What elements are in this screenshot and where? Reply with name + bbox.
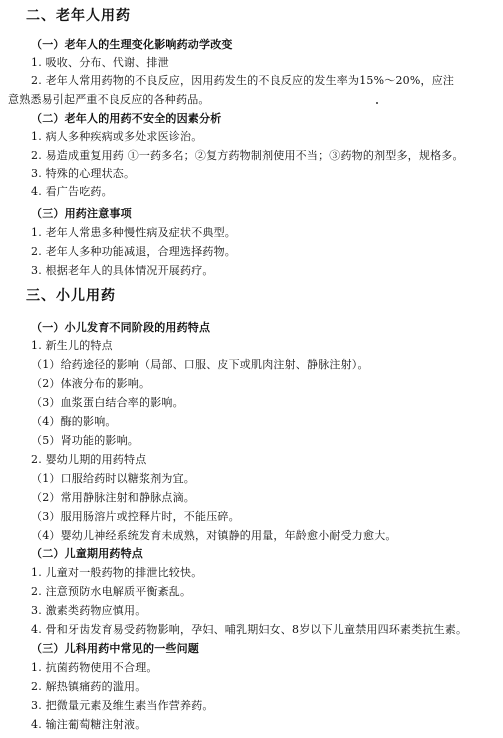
section-2-subsection-2-item-2: 2. 易造成重复用药 ①一药多名；②复方药物制剂使用不当；③药物的剂型多，规格多。 bbox=[31, 149, 464, 162]
section-3-subsection-2-heading: （二）儿童期用药特点 bbox=[31, 547, 143, 560]
section-3-subsection-1-item-4: （3）血浆蛋白结合率的影响。 bbox=[31, 396, 184, 409]
section-3-subsection-3-item-1: 1. 抗菌药物使用不合理。 bbox=[31, 661, 158, 674]
section-3-subsection-1-item-1: 1. 新生儿的特点 bbox=[31, 339, 113, 352]
section-3-subsection-3-heading: （三）儿科用药中常见的一些问题 bbox=[31, 642, 199, 655]
section-2-subsection-2-heading: （二）老年人的用药不安全的因素分析 bbox=[31, 112, 222, 125]
section-2-subsection-3-item-1: 1. 老年人常患多种慢性病及症状不典型。 bbox=[31, 226, 236, 239]
section-2-title: 二、老年人用药 bbox=[26, 8, 131, 24]
section-3-subsection-2-item-1: 1. 儿童对一般药物的排泄比较快。 bbox=[31, 566, 203, 579]
section-2-subsection-3-heading: （三）用药注意事项 bbox=[31, 207, 132, 220]
section-2-subsection-1-heading: （一）老年人的生理变化影响药动学改变 bbox=[31, 38, 233, 51]
section-3-subsection-2-item-4: 4. 骨和牙齿发育易受药物影响，孕妇、哺乳期妇女、8岁以下儿童禁用四环素类抗生素。 bbox=[31, 623, 468, 636]
section-3-subsection-1-heading: （一）小儿发育不同阶段的用药特点 bbox=[31, 321, 211, 334]
scan-speck bbox=[376, 102, 378, 104]
section-2-subsection-2-item-1: 1. 病人多种疾病或多处求医诊治。 bbox=[31, 130, 203, 143]
section-3-title: 三、小儿用药 bbox=[26, 288, 116, 304]
section-3-subsection-3-item-2: 2. 解热镇痛药的滥用。 bbox=[31, 680, 147, 693]
section-3-subsection-1-item-8: （1）口服给药时以糖浆剂为宜。 bbox=[31, 472, 195, 485]
section-3-subsection-1-item-2: （1）给药途径的影响（局部、口服、皮下或肌肉注射、静脉注射）。 bbox=[31, 358, 369, 371]
section-3-subsection-1-item-3: （2）体液分布的影响。 bbox=[31, 377, 151, 390]
section-2-subsection-1-item-2: 2. 老年人常用药物的不良反应，因用药发生的不良反应的发生率为15%～20%，应注 bbox=[31, 74, 455, 87]
section-3-subsection-3-item-4: 4. 输注葡萄糖注射液。 bbox=[31, 718, 147, 731]
section-3-subsection-1-item-5: （4）酶的影响。 bbox=[31, 415, 117, 428]
section-2-subsection-1-item-1: 1. 吸收、分布、代谢、排泄 bbox=[31, 56, 169, 69]
section-2-subsection-3-item-2: 2. 老年人多种功能减退，合理选择药物。 bbox=[31, 245, 236, 258]
section-3-subsection-1-item-7: 2. 婴幼儿期的用药特点 bbox=[31, 453, 147, 466]
section-2-subsection-2-item-3: 3. 特殊的心理状态。 bbox=[31, 167, 136, 180]
section-3-subsection-1-item-9: （2）常用静脉注射和静脉点滴。 bbox=[31, 491, 195, 504]
section-2-subsection-3-item-3: 3. 根据老年人的具体情况开展药疗。 bbox=[31, 264, 214, 277]
section-3-subsection-2-item-2: 2. 注意预防水电解质平衡紊乱。 bbox=[31, 585, 192, 598]
section-3-subsection-1-item-11: （4）婴幼儿神经系统发育未成熟，对镇静的用量，年龄愈小耐受力愈大。 bbox=[31, 529, 397, 542]
section-2-subsection-1-item-2-continued: 意熟悉易引起严重不良反应的各种药品。 bbox=[8, 93, 210, 106]
section-3-subsection-1-item-6: （5）肾功能的影响。 bbox=[31, 434, 139, 447]
section-2-subsection-2-item-4: 4. 看广告吃药。 bbox=[31, 185, 113, 198]
section-3-subsection-2-item-3: 3. 激素类药物应慎用。 bbox=[31, 604, 147, 617]
section-3-subsection-1-item-10: （3）服用肠溶片或控释片时，不能压碎。 bbox=[31, 510, 240, 523]
section-3-subsection-3-item-3: 3. 把微量元素及维生素当作营养药。 bbox=[31, 699, 214, 712]
